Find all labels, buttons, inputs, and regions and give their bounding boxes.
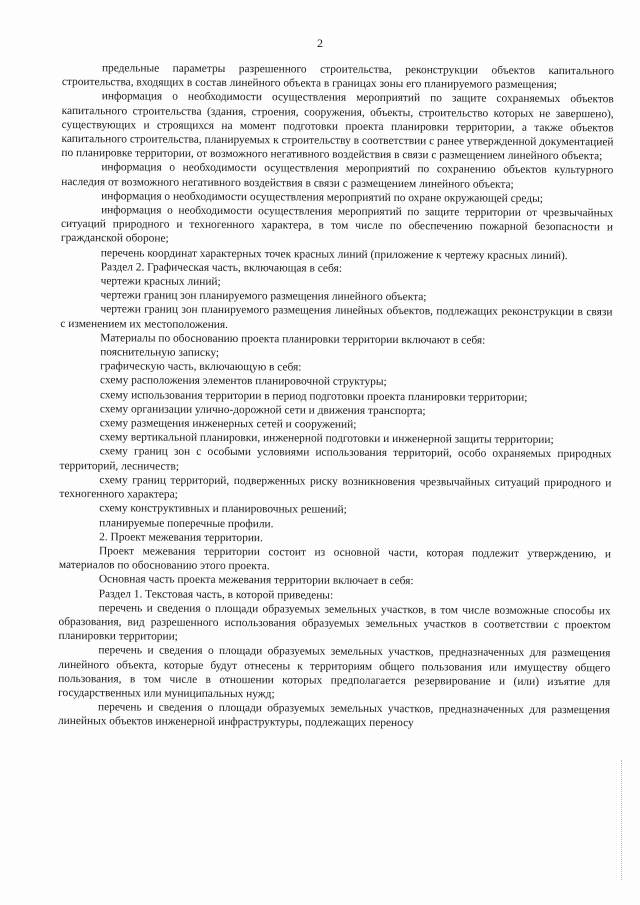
paragraph: предельные параметры разрешенного строительства, реконструкции объектов капитального строительства, входящих в состав линейного объекта в границах зоны его планируемого размещения; <box>61 62 614 92</box>
paragraph: схему размещения инженерных сетей и сооружений; <box>99 417 357 431</box>
paragraph: Раздел 2. Графическая часть, включающая в себя: <box>100 261 342 275</box>
paragraph: перечень и сведения о площади образуемых земельных участков, предназначенных для размещения линейных объектов инженерной инфраструктуры, подлежащих переносу <box>57 701 611 730</box>
paragraph: чертежи красных линий; <box>100 275 221 289</box>
paragraph: схему расположения элементов планировочной структуры; <box>100 374 387 389</box>
paragraph: графическую часть, включающую в себя: <box>100 360 302 374</box>
paragraph: 2. Проект межевания территории. <box>99 530 263 544</box>
paragraph: схему границ территорий, подверженных риску возникновения чрезвычайных ситуаций природного и техногенного характера; <box>59 474 612 501</box>
paragraph: схему конструктивных и планировочных решений; <box>99 502 347 517</box>
paragraph: Материалы по обоснованию проекта планировки территории включают в себя: <box>100 332 486 347</box>
paragraph: информация о необходимости осуществления мероприятий по защите территории от чрезвычайных ситуаций природного и техногенного характера, в том числе по обеспечению пожарной безопасности и гражданской обороне; <box>60 204 614 246</box>
paragraph: Основная часть проекта межевания территории включает в себя: <box>98 573 414 588</box>
paragraph: чертежи границ зон планируемого размещения линейного объекта; <box>100 289 427 304</box>
paragraph: схему вертикальной планировки, инженерной подготовки и инженерной защиты территории; <box>99 431 554 447</box>
document-body <box>58 61 614 732</box>
paragraph: информация о необходимости осуществления мероприятий по защите сохраняемых объектов капитального строительства (здания, строения, сооружения, объекты, строительство которых не завершено), существующих и строящихся на момент подготовки проекта планировки территории, а также объектов капитального строительства, планируемых к строительству в соответствии с ранее утвержденной документацией по планировке территории, от возможного негативного воздействия в связи с размещением линейного объекта; <box>61 90 614 163</box>
page-number: 2 <box>317 36 323 50</box>
paragraph: схему организации улично-дорожной сети и движения транспорта; <box>99 403 426 418</box>
paragraph: Проект межевания территории состоит из основной части, которая подлежит утверждению, и материалов по обоснованию этого проекта. <box>58 545 612 573</box>
paragraph: чертежи границ зон планируемого размещения линейных объектов, подлежащих реконструкции в связи с изменением их местоположения. <box>60 303 613 331</box>
paragraph: планируемые поперечные профили. <box>99 516 274 530</box>
margin-stamp-mark <box>621 760 628 880</box>
paragraph: пояснительную записку; <box>100 346 220 360</box>
paragraph: перечень и сведения о площади образуемых земельных участков, предназначенных для размещения линейного объекта, которые будут отнесены к территориям общего пользования или имуществу общего пользования, в том числе в отношении которых предполагается резервирование и (или) изъятие для государственных или муниципальных нужд; <box>58 644 611 701</box>
paragraph: схему использования территории в период подготовки проекта планировки территории; <box>99 388 528 404</box>
paragraph: информация о необходимости осуществления мероприятий по охране окружающей среды; <box>101 190 543 205</box>
paragraph: схему границ зон с особыми условиями использования территорий, особо охраняемых природных территорий, лесничеств; <box>59 445 612 473</box>
paragraph: перечень и сведения о площади образуемых земельных участков, в том числе возможные способы их образования, вид разрешенного использования образуемых земельных участков в соответствии с проектом планировки территории; <box>58 601 611 643</box>
paragraph: информация о необходимости осуществления мероприятий по сохранению объектов культурного наследия от возможного негативного воздействия в связи с размещением линейного объекта; <box>61 161 614 191</box>
paragraph: перечень координат характерных точек красных линий (приложение к чертежу красных линий). <box>100 246 568 262</box>
paragraph: Раздел 1. Текстовая часть, в которой приведены: <box>98 587 334 602</box>
